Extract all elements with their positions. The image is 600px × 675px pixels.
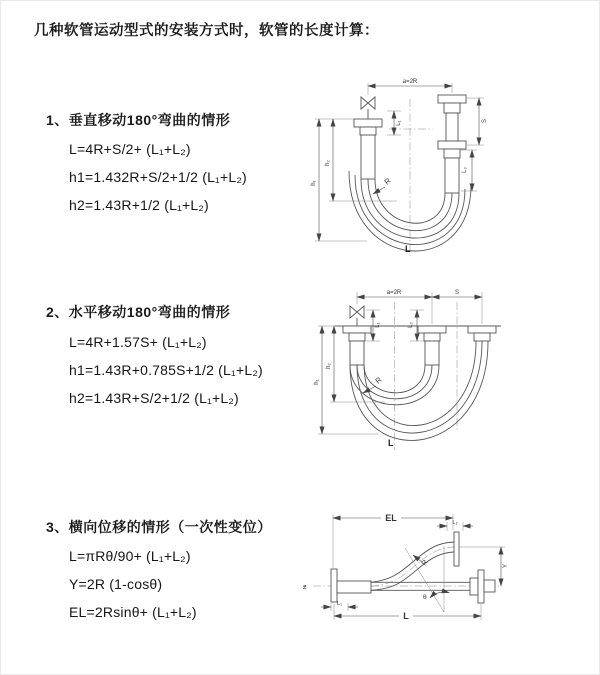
section2-formula-h1: h1=1.43R+0.785S+1/2 (L₁+L₂) — [69, 362, 263, 378]
d3-axis-mark: ƶ — [303, 584, 307, 591]
d2-dim-l2-label: L₂ — [408, 322, 414, 328]
diagram-vertical-180-bend — [309, 73, 594, 265]
d1-dim-s-label: S — [482, 118, 488, 124]
section2-heading: 2、水平移动180°弯曲的情形 — [46, 304, 231, 320]
d3-dimensions — [321, 513, 509, 621]
d2-hose-arcs — [350, 341, 488, 440]
d1-dim-l2-label: L₂ — [462, 167, 468, 173]
section1-formula-h1: h1=1.432R+S/2+1/2 (L₁+L₂) — [69, 169, 247, 185]
d3-dim-l2-label: L₂ — [452, 520, 458, 526]
d3-dim-l1-label: L₁ — [337, 601, 342, 607]
d2-radius-label: R — [373, 375, 384, 386]
d3-angle-label: θ — [423, 594, 427, 601]
page-title: 几种软管运动型式的安装方式时，软管的长度计算： — [34, 23, 379, 39]
valve-icon — [361, 97, 375, 109]
d2-dim-s-label: S — [454, 290, 460, 296]
section2-formula-h2: h2=1.43R+S/2+1/2 (L₁+L₂) — [69, 390, 239, 406]
d2-dim-h2-label: h₂ — [326, 363, 332, 369]
d1-dim-l1-label: L₁ — [396, 120, 402, 126]
d1-dim-h2-label: h₂ — [325, 160, 331, 166]
d2-length-label: L — [388, 438, 394, 448]
section3-heading: 3、横向位移的情形（一次性变位） — [46, 519, 272, 535]
d3-angle-construction — [405, 546, 449, 612]
d1-length-label: L — [405, 244, 411, 254]
section1-formula-h2: h2=1.43R+1/2 (L₁+L₂) — [69, 197, 209, 213]
d1-dim-h1-label: h₁ — [311, 180, 317, 186]
section3-formula-L: L=πRθ/90+ (L₁+L₂) — [69, 548, 191, 564]
section1-heading: 1、垂直移动180°弯曲的情形 — [46, 112, 231, 128]
d3-dim-el-label: EL — [385, 513, 397, 523]
section3-formula-EL: EL=2Rsinθ+ (L₁+L₂) — [69, 604, 197, 620]
d1-radius-label: R — [382, 176, 393, 187]
section2-formula-L: L=4R+1.57S+ (L₁+L₂) — [69, 334, 207, 350]
d1-dim-span-label: a=2R — [402, 79, 418, 85]
diagram-horizontal-180-bend — [309, 282, 600, 464]
d2-dim-span-label: a=2R — [386, 290, 402, 296]
diagram-lateral-displacement — [301, 504, 596, 652]
d2-centerlines — [395, 302, 458, 450]
d3-radius-label: R — [420, 558, 430, 568]
section3-formula-Y: Y=2R (1-cosθ) — [69, 576, 163, 592]
d3-dim-y-label: Y — [503, 563, 509, 569]
section1-formula-L: L=4R+S/2+ (L₁+L₂) — [69, 141, 191, 157]
d2-piping — [335, 306, 501, 365]
valve-icon — [350, 306, 364, 318]
d2-dim-h1-label: h₁ — [314, 379, 320, 385]
d2-dim-l1-label: L₁ — [375, 322, 381, 328]
d3-length-label: L — [403, 611, 409, 621]
